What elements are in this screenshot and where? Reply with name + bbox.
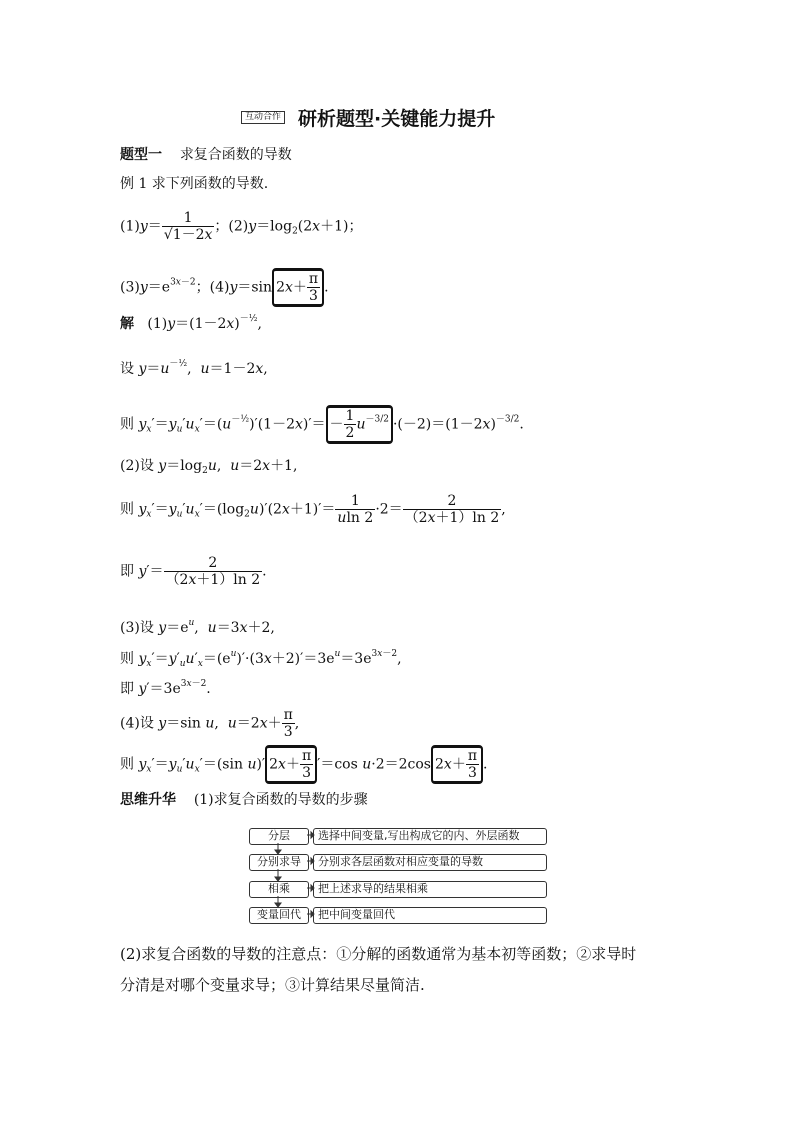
solution-label: 解 <box>120 316 134 332</box>
example-intro: 例 1 求下列函数的导数. <box>120 176 269 192</box>
flow-step-4-label: 变量回代 <box>249 907 309 924</box>
solution-line-1: 解 $(1)y=(1-2x)^{-\frac{1}{2}}$, <box>120 314 262 332</box>
solution-line-11: 则 $y_x'=y_u'u_x'=(\sin$ u)′ 2x＋ $\frac{\pi}{3}$ ′＝cos u·2＝2cos 2x＋ $\frac{\pi}{3}$ . <box>120 745 487 784</box>
solution-line-5: 则 $y_x'=y_u'u_x'=(\log_2u)'(2x+1)'=$ $\frac{1}{uln 2}$ ·2＝ $\frac{2}{(2x+1)\ln 2}$ , <box>120 493 506 526</box>
summary-point-2-line-1: (2)求复合函数的导数的注意点：①分解的函数通常为基本初等函数；②求导时 <box>120 945 637 963</box>
solution-line-3: 则 $y_x'=y_u'u_x'=(u^{-\frac{1}{2}})'(1-2x)'=$ － $\frac{1}{2}$ $u^{-3/2} \cdot(-2)=(1-2x)^{-3/2}$. <box>120 405 524 444</box>
flow-step-1-desc: 选择中间变量,写出构成它的内、外层函数 <box>313 828 547 845</box>
summary-title <box>120 791 368 809</box>
solution-line-8: 则 $y_x'=y'_uu'_x=(e^u)'\cdot(3x+2)'=3e^u=3e^{3x-2}$, <box>120 649 402 669</box>
section-title <box>120 146 292 164</box>
page-heading: 研析题型·关键能力提升 <box>298 108 496 130</box>
flow-step-2-label: 分别求导 <box>249 854 309 871</box>
solution-line-10: (4)设 y＝sin u, u＝2x＋ $\frac{\pi}{3}$ , <box>120 707 300 740</box>
problem-1-2: (1)y＝ $\frac{1}{√1-2x}$ ；$(2)y=\log_2(2x+1)$； <box>120 210 363 243</box>
section-badge: 互动合作 <box>241 111 285 124</box>
solution-line-4: (2)设 $y=\log_2u$, u＝2x＋1, <box>120 458 298 476</box>
flow-step-2-desc: 分别求各层函数对相应变量的导数 <box>313 854 547 871</box>
problem-3-4: $(3)y=e^{3x-2}$；(4)y＝sin 2x＋ $\frac{\pi}{3}$ . <box>120 268 329 307</box>
summary-label: 思维升华 <box>120 792 176 808</box>
section-topic: 求复合函数的导数 <box>179 147 292 163</box>
section-label: 题型一 <box>120 147 162 163</box>
solution-line-2: 设 $y=u^{-\frac{1}{2}}$, u＝1－2x, <box>120 359 268 377</box>
flow-step-4-desc: 把中间变量回代 <box>313 907 547 924</box>
flow-connectors <box>240 826 320 926</box>
summary-point-2-line-2: 分清是对哪个变量求导；③计算结果尽量简洁. <box>120 976 425 994</box>
flow-step-3-label: 相乘 <box>249 881 309 898</box>
summary-point-1: (1)求复合函数的导数的步骤 <box>193 792 368 808</box>
solution-line-9: 即 $y'=3e^{3x-2}$. <box>120 679 211 697</box>
solution-line-7: (3)设 $y=e^u$, u＝3x＋2, <box>120 618 275 636</box>
solution-line-6: 即 y′＝ $\frac{2}{(2x+1)\ln 2}$ . <box>120 555 267 588</box>
flow-step-3-desc: 把上述求导的结果相乘 <box>313 881 547 898</box>
flow-step-1-label: 分层 <box>249 828 309 845</box>
